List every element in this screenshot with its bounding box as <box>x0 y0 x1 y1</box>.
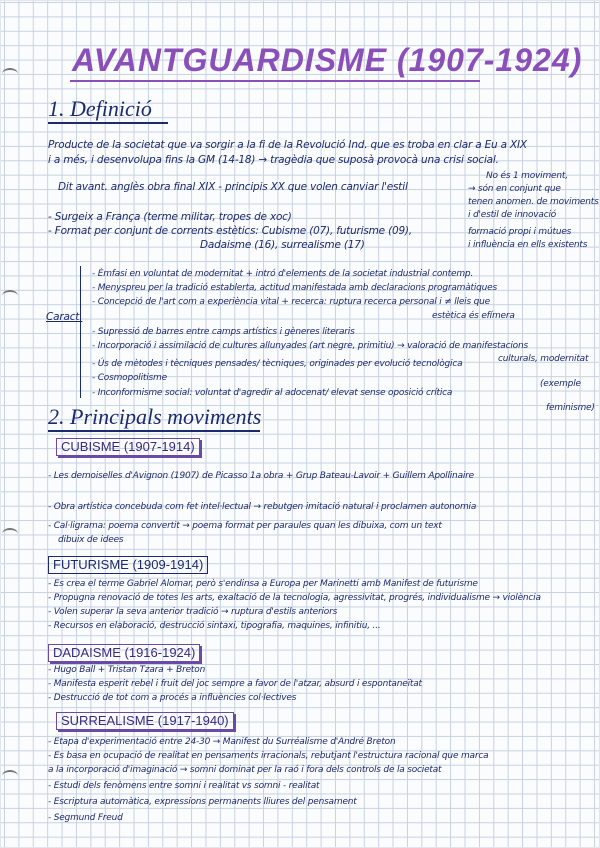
caract-brace <box>80 266 89 398</box>
caract-side-note: feminisme) <box>546 403 595 413</box>
definicio-bullet: - Surgeix a França (terme militar, tropes de xoc) <box>48 211 292 223</box>
movement-dadaisme-heading: DADAISME (1916-1924) <box>48 644 200 662</box>
section-underline <box>48 122 168 124</box>
definicio-line: i a més, i desenvolupa fins la GM (14-18) → tragèdia que suposà provocà una crisi social. <box>48 154 499 166</box>
caract-item: - Concepció de l'art com a experiència vital + recerca: ruptura recerca personal i ≠ lleis que <box>92 297 490 307</box>
movement-line: - Destrucció de tot com a procés a influències col·lectives <box>48 693 297 703</box>
movement-line: - Recursos en elaboració, destrucció sintaxi, tipografia, maquines, infinitiu, ... <box>48 621 381 631</box>
binder-hole <box>2 770 18 782</box>
caract-item: - Ús de mètodes i tècniques pensades/ tècniques, originades per evolució tecnològica <box>92 359 463 369</box>
definicio-line: Dit avant. anglès obra final XIX - principis XX que volen canviar l'estil <box>58 181 408 193</box>
movement-line: - Es crea el terme Gabriel Alomar, però s'endinsa a Europa per Marinetti amb Manifest de futurisme <box>48 579 478 589</box>
side-note: No és 1 moviment, <box>486 171 568 181</box>
caract-side-note: culturals, modernitat <box>498 354 589 364</box>
definicio-line: Producte de la societat que va sorgir a la fi de la Revolució Ind. que es troba en clar a Eu a XIX <box>48 139 527 151</box>
side-note: tenen anomen. de moviments <box>468 197 599 207</box>
section-underline <box>48 430 260 432</box>
definicio-bullet: - Format per conjunt de corrents estètics: Cubisme (07), futurisme (09), <box>48 225 412 237</box>
movement-line: - Es basa en ocupació de realitat en pensaments irracionals, rebutjant l'estructura racional que marca <box>48 751 489 761</box>
binder-hole <box>2 290 18 302</box>
movement-line: - Escriptura automàtica, expressions permanents lliures del pensament <box>48 797 357 807</box>
caract-item: estètica és efímera <box>432 311 515 321</box>
side-note: → són en conjunt que <box>468 184 561 194</box>
title-underline <box>70 80 480 82</box>
definicio-bullet: Dadaisme (16), surrealisme (17) <box>200 239 365 251</box>
section-moviments-title: 2. Principals moviments <box>48 404 262 429</box>
movement-futurisme-heading: FUTURISME (1909-1914) <box>48 556 208 574</box>
binder-hole <box>2 68 18 80</box>
binder-hole <box>2 528 18 540</box>
movement-line: - Propugna renovació de totes les arts, exaltació de la tecnologia, agressivitat, progrés, individualisme → violència <box>48 593 541 603</box>
side-note: i d'estil de innovació <box>468 210 557 220</box>
caract-item: - Incorporació i assimilació de cultures allunyades (art negre, primitiu) → valoració de manifestacions <box>92 341 528 351</box>
movement-surrealisme-heading: SURREALISME (1917-1940) <box>56 712 234 730</box>
caract-label: Caract. <box>46 311 83 323</box>
movement-line: - Etapa d'experimentació entre 24-30 → Manifest du Surréalisme d'André Breton <box>48 737 396 747</box>
caract-item: - Inconformisme social: voluntat d'agredir al adocenat/ elevat sense oposició crítica <box>92 388 453 398</box>
movement-line: a la incorporació d'imaginació → somni dominat per la raó i fora dels controls de la societat <box>48 765 442 775</box>
caract-item: - Èmfasi en voluntat de modernitat + intró d'elements de la societat industrial contemp. <box>92 269 474 279</box>
movement-line: - Obra artística concebuda com fet intel·lectual → rebutgen imitació natural i proclamen autonomia <box>48 502 477 512</box>
movement-line: - Estudi dels fenòmens entre somni i realitat vs somni - realitat <box>48 781 320 791</box>
movement-line: - Manifesta esperit rebel i fruit del joc sempre a favor de l'atzar, absurd i espontaneïtat <box>48 679 422 689</box>
movement-line: - Hugo Ball + Tristan Tzara + Breton <box>48 665 206 675</box>
side-note: formació propi i mútues <box>468 227 572 237</box>
page-title: AVANTGUARDISME (1907-1924) <box>72 42 583 78</box>
movement-line: dibuix de idees <box>58 535 124 545</box>
caract-side-note: (exemple <box>540 379 581 389</box>
side-note: i influència en ells existents <box>468 240 588 250</box>
caract-item: - Cosmopolitisme <box>92 373 167 383</box>
movement-line: - Segmund Freud <box>48 813 123 823</box>
movement-line: - Volen superar la seva anterior tradició → ruptura d'estils anteriors <box>48 607 338 617</box>
movement-cubisme-heading: CUBISME (1907-1914) <box>56 438 200 456</box>
caract-item: - Supressió de barres entre camps artístics i gèneres literaris <box>92 327 355 337</box>
movement-line: - Les demoiselles d'Avignon (1907) de Picasso 1a obra + Grup Bateau-Lavoir + Guillem Apollinaire <box>48 471 475 481</box>
caract-item: - Menyspreu per la tradició establerta, actitud manifestada amb declaracions programàtiques <box>92 283 498 293</box>
section-definicio-title: 1. Definició <box>48 96 152 121</box>
movement-line: - Cal·ligrama: poema convertit → poema format per paraules quan les dibuixa, com un text <box>48 521 442 531</box>
